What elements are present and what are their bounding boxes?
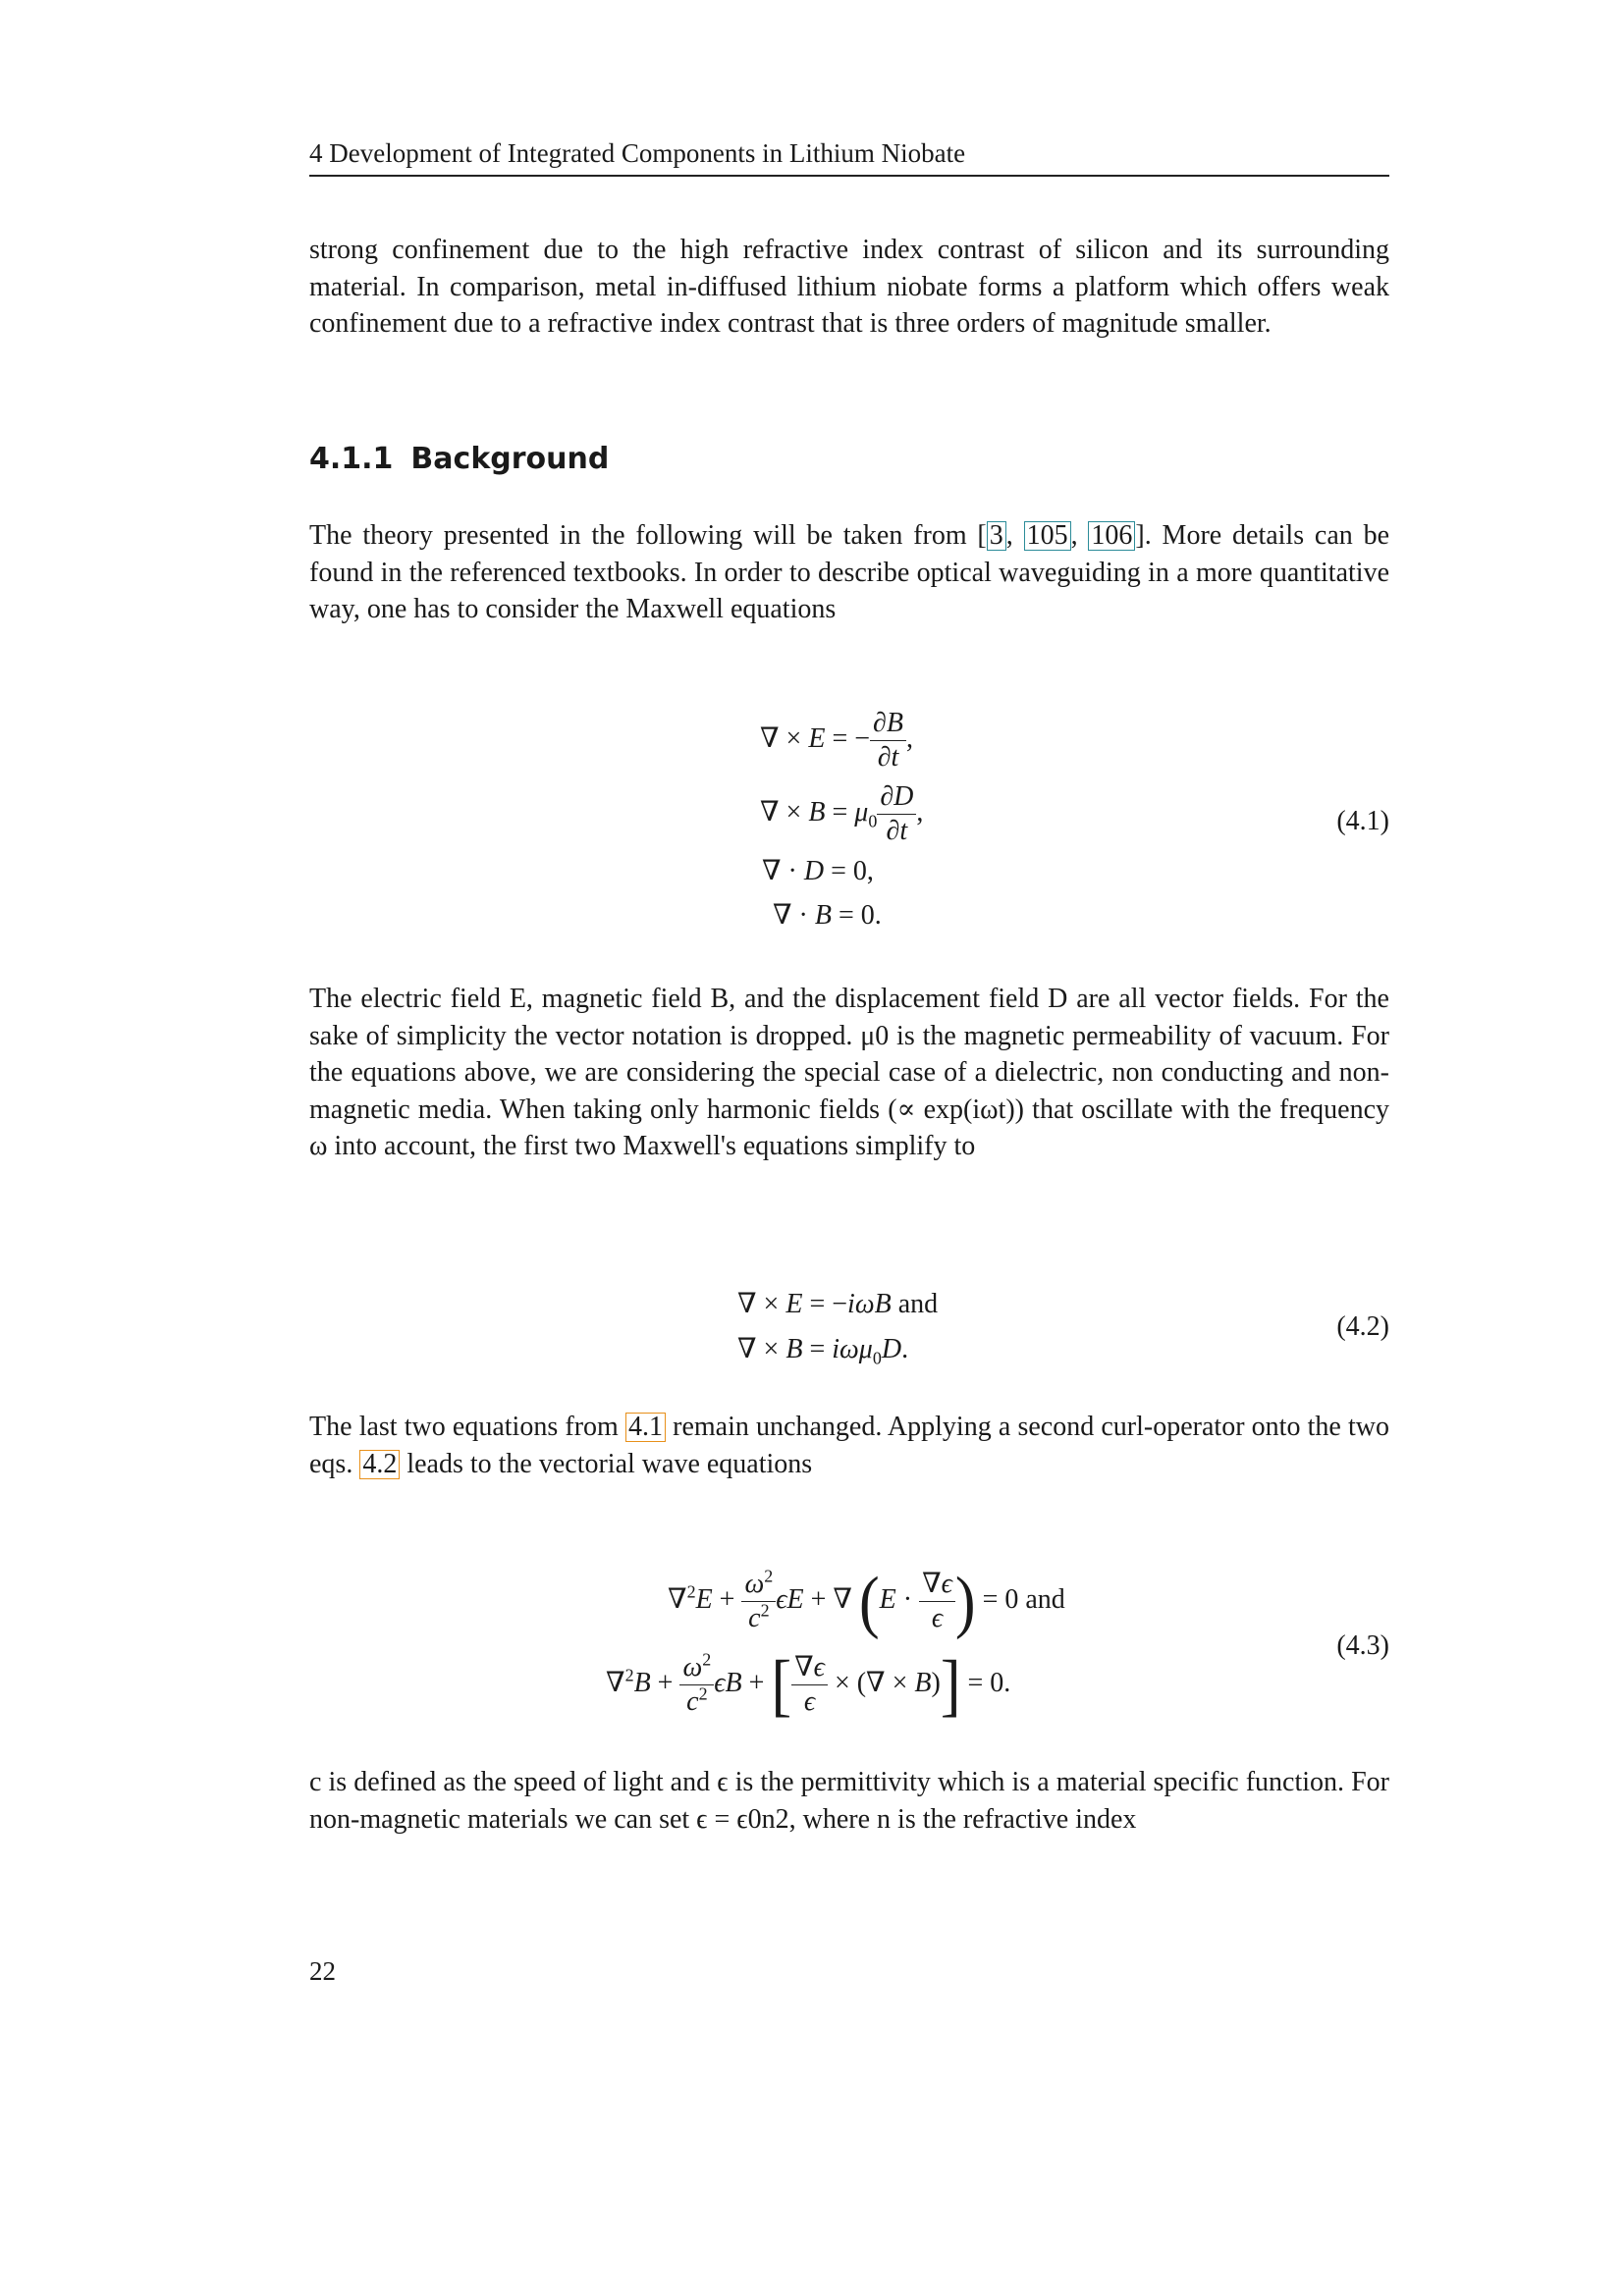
equation-line: ∇ × E = − $\frac{\partial B}{\partial t}$ , <box>760 708 913 773</box>
citation-link[interactable]: 106 <box>1088 521 1135 551</box>
equation-word: and <box>1025 1584 1065 1615</box>
paragraph-text: ]. More details can be found in the referenced textbooks. In order to describe optical waveguiding in a more quantitative way, one has to consider the Maxwell equations <box>309 520 1390 624</box>
paragraph-text: remain unchanged. Applying a second curl-operator onto the two eqs. <box>309 1412 1389 1479</box>
equation-line: ∇$^2$E + $\frac{\omega^2}{c^2}$ ϵE + ∇ (E · $\frac{\nabla\epsilon}{\epsilon}$ ) = 0 and <box>668 1563 1065 1640</box>
equation-line: ∇ × $B = \mu_0$ $\frac{\partial D}{\partial t}$ , <box>760 781 924 846</box>
paragraph-text: The theory presented in the following will be taken from [ <box>309 520 987 551</box>
equation-ref-link[interactable]: 4.1 <box>625 1413 666 1442</box>
paragraph-background: The theory presented in the following will be taken from [ 3 , 105 , 106 ]. More details can be found in the referenced textbooks. In order to describe optical waveguiding in a more quantitative way, one has to consider the Maxwell equations <box>309 520 1390 624</box>
paragraph-permittivity: c is defined as the speed of light and ϵ is the permittivity which is a material specific function. For non-magnetic materials we can set ϵ = ϵ0n2, where n is the refractive index <box>309 1767 1389 1835</box>
equation-line: ∇ × B = iωμ$_0$D. <box>737 1334 909 1368</box>
equation-word: and <box>897 1289 939 1319</box>
equation-number: (4.2) <box>1336 1311 1389 1342</box>
equation-line: ∇ · B = 0. <box>773 900 882 931</box>
equation-line: ∇$^2$B + $\frac{\omega^2}{c^2}$ ϵB + [ $\frac{\nabla\epsilon}{\epsilon}$ × (∇ × B)] = 0. <box>606 1646 1011 1724</box>
running-header: 4 Development of Integrated Components in Lithium Niobate <box>309 138 966 168</box>
paragraph-intro: strong confinement due to the high refractive index contrast of silicon and its surrounding material. In comparison, metal in-diffused lithium niobate forms a platform which offers weak confinement due to a refractive index contrast that is three orders of magnitude smaller. <box>309 235 1389 339</box>
equation-line: ∇ × E = −iωB and <box>737 1289 939 1319</box>
paragraph-fields: The electric field E, magnetic field B, and the displacement field D are all vector fields. For the sake of simplicity the vector notation is dropped. μ0 is the magnetic permeability of vacuum. For the equations above, we are considering the special case of a dielectric, non conducting and non-magnetic media. When taking only harmonic fields (∝ exp(iωt)) that oscillate with the frequency ω into account, the first two Maxwell's equations simplify to <box>309 984 1389 1161</box>
equation-number: (4.3) <box>1336 1630 1389 1661</box>
equation-number: (4.1) <box>1336 806 1389 836</box>
header-rule <box>309 175 1389 177</box>
page-number: 22 <box>309 1956 336 1986</box>
equation-line: ∇ · D = 0, <box>762 856 874 886</box>
citation-link[interactable]: 105 <box>1024 521 1071 551</box>
section-heading <box>309 440 609 479</box>
citation-link[interactable]: 3 <box>987 521 1006 551</box>
section-number: 4.1.1 <box>309 442 394 476</box>
paragraph-text: leads to the vectorial wave equations <box>400 1448 813 1479</box>
paragraph-text: The last two equations from <box>309 1412 625 1442</box>
paragraph-wave-equations <box>309 1409 1389 1482</box>
equation-ref-link[interactable]: 4.2 <box>359 1450 400 1479</box>
section-title: Background <box>410 442 610 476</box>
